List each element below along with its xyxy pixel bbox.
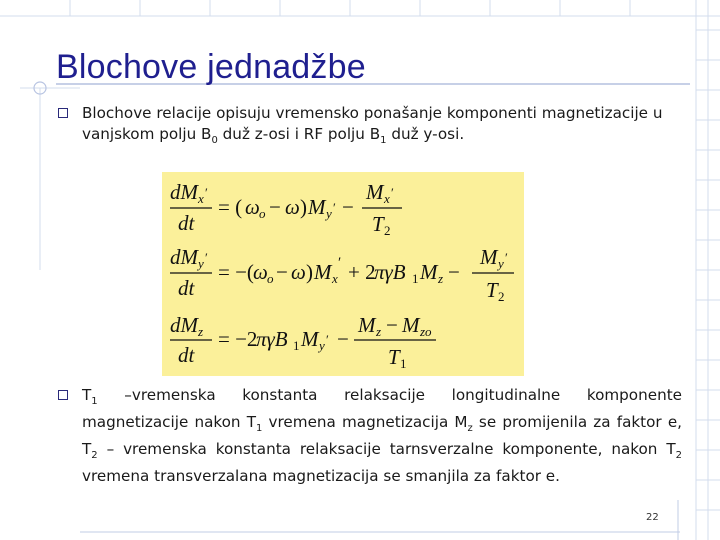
- subscript-1: 1: [256, 423, 263, 435]
- svg-text:M: M: [314, 260, 332, 284]
- svg-text:πγB: πγB: [374, 260, 406, 284]
- bullet2-part2: vremena magnetizacija M: [262, 413, 468, 432]
- svg-text:M: M: [420, 260, 438, 284]
- checkbox-bullet-icon: [58, 390, 68, 400]
- subscript-1: 1: [380, 135, 387, 147]
- svg-text:2: 2: [498, 289, 505, 304]
- svg-text:z: z: [198, 324, 204, 339]
- svg-text:dt: dt: [178, 276, 195, 300]
- svg-text:M: M: [402, 313, 420, 337]
- svg-text:′: ′: [205, 250, 208, 265]
- svg-text:y: y: [326, 206, 332, 221]
- svg-text:dt: dt: [178, 211, 195, 235]
- bullet-text: [82, 103, 682, 151]
- svg-text:′: ′: [505, 250, 508, 265]
- svg-text:M: M: [366, 180, 384, 204]
- bullet2-part1: –vremenska konstanta relaksacije longitudinalne komponente magnetizacije nakon T: [82, 386, 682, 432]
- svg-text:T: T: [388, 345, 400, 369]
- svg-text:2: 2: [384, 223, 391, 238]
- svg-text:−: −: [276, 260, 288, 284]
- svg-text:1: 1: [412, 271, 419, 286]
- bullet2-part4: – vremenska konstanta relaksacije tarnsverzalne komponente, nakon T: [97, 440, 676, 459]
- bloch-equations-image: [162, 172, 524, 376]
- svg-text:M: M: [480, 245, 498, 269]
- svg-text:o: o: [267, 271, 274, 286]
- svg-text:y: y: [198, 256, 204, 271]
- bullet1-text-b: duž z-osi i RF polju B: [217, 125, 381, 143]
- svg-text:1: 1: [400, 356, 407, 371]
- bullet-blochove-relacije: [58, 103, 682, 151]
- svg-text:ω: ω: [285, 195, 300, 219]
- svg-text:1: 1: [293, 338, 300, 353]
- svg-text:x: x: [198, 191, 204, 206]
- svg-text:−: −: [337, 327, 349, 351]
- svg-text:= −(: = −(: [218, 260, 254, 284]
- subscript-1: 1: [91, 396, 98, 408]
- bullet1-text-a: vanjskom polju B: [82, 125, 212, 143]
- svg-text:z: z: [438, 271, 444, 286]
- checkbox-bullet-icon: [58, 108, 68, 118]
- svg-text:o: o: [259, 206, 266, 221]
- svg-text:x: x: [384, 191, 390, 206]
- page-number: 22: [646, 512, 659, 523]
- svg-text:πγB: πγB: [256, 327, 288, 351]
- svg-text:): ): [300, 195, 307, 219]
- svg-text:= −2: = −2: [218, 327, 258, 351]
- svg-text:zo: zo: [420, 324, 432, 339]
- svg-text:M: M: [308, 195, 326, 219]
- svg-text:ω: ω: [253, 260, 268, 284]
- subscript-2: 2: [675, 450, 682, 462]
- svg-text:y: y: [319, 338, 325, 353]
- svg-text:−: −: [448, 260, 460, 284]
- svg-text:= (: = (: [218, 195, 243, 219]
- svg-text:z: z: [376, 324, 382, 339]
- subscript-z: z: [467, 423, 473, 435]
- svg-text:′: ′: [391, 185, 394, 200]
- svg-text:dM: dM: [170, 180, 198, 204]
- bullet-t1-t2-definitions: [58, 385, 682, 487]
- subscript-0: 0: [211, 135, 218, 147]
- bullet2-part3: se promijenila za faktor e, T: [82, 413, 682, 459]
- bullet1-text-c: duž y-osi.: [386, 125, 465, 143]
- svg-text:−: −: [386, 313, 398, 337]
- svg-text:′: ′: [333, 200, 336, 215]
- svg-text:dM: dM: [170, 245, 198, 269]
- svg-text:y: y: [498, 256, 504, 271]
- svg-text:ω: ω: [291, 260, 306, 284]
- svg-text:dM: dM: [170, 313, 198, 337]
- svg-text:′: ′: [326, 332, 329, 347]
- svg-text:+ 2: + 2: [348, 260, 376, 284]
- svg-text:−: −: [269, 195, 281, 219]
- svg-text:ω: ω: [245, 195, 260, 219]
- svg-text:): ): [306, 260, 313, 284]
- slide-title: Blochove jednadžbe: [56, 48, 366, 86]
- svg-text:x: x: [332, 271, 338, 286]
- bullet1-line1: Blochove relacije opisuju vremensko ponašanje komponenti magnetizacije u: [82, 104, 663, 122]
- svg-text:M: M: [301, 327, 319, 351]
- svg-text:dt: dt: [178, 343, 195, 367]
- subscript-2: 2: [91, 450, 98, 462]
- svg-text:′: ′: [205, 185, 208, 200]
- svg-text:−: −: [342, 195, 354, 219]
- bullet2-part5: vremena transverzalana magnetizacija se smanjila za faktor e.: [82, 467, 560, 486]
- t1-symbol: T: [82, 386, 92, 404]
- svg-text:M: M: [358, 313, 376, 337]
- bullet-text: [82, 385, 682, 487]
- svg-text:T: T: [486, 278, 498, 302]
- bloch-equations-svg: [162, 172, 524, 376]
- svg-text:′: ′: [338, 255, 342, 271]
- svg-text:T: T: [372, 212, 384, 236]
